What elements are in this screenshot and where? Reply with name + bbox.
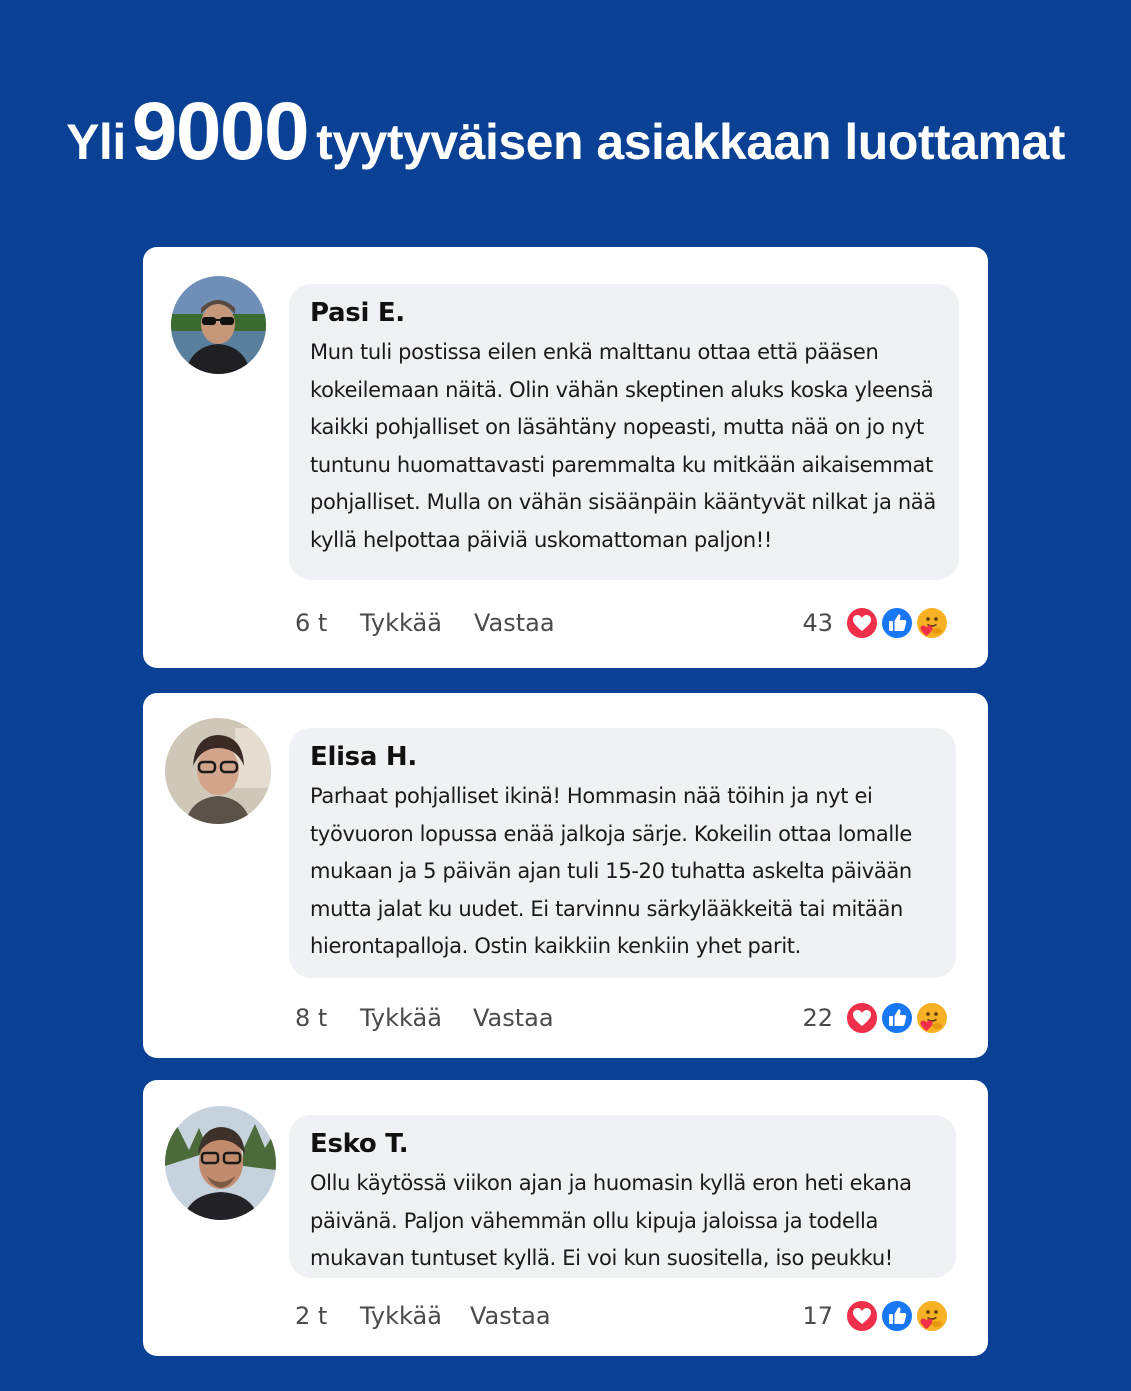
headline-number: 9000 [131, 86, 309, 177]
comment-text: Parhaat pohjalliset ikinä! Hommasin nää töihin ja nyt ei työvuoron lopussa enää jalkoja särje. Kokeilin ottaa lomalle mukaan ja 5 päivän ajan tuli 15-20 tuhatta askelta päivään mutta jalat ku uudet. Ei tarvinnu särkylääkkeitä tai mitään hierontapalloja. Ostin kaikkiin kenkiin yhet parit. [310, 784, 912, 959]
reactions[interactable] [845, 1001, 953, 1037]
reaction-count[interactable]: 22 [802, 1004, 833, 1032]
avatar[interactable] [171, 276, 266, 374]
comment-actions [295, 1296, 953, 1336]
comment-actions [295, 603, 953, 643]
reaction-count[interactable]: 17 [802, 1302, 833, 1330]
avatar[interactable] [165, 1106, 276, 1220]
reply-button[interactable]: Vastaa [470, 1302, 551, 1330]
comment-text: Mun tuli postissa eilen enkä malttanu ottaa että pääsen kokeilemaan näitä. Olin vähän skeptinen aluks koska yleensä kaikki pohjalliset on läsähtäny nopeasti, mutta nää on jo nyt tuntunu huomattavasti paremmalta ku mitkään aikaisemmat pohjalliset. Mulla on vähän sisäänpäin kääntyvät nilkat ja nää kyllä helpottaa päiviä uskomattoman paljon!! [310, 340, 936, 552]
comment-time[interactable]: 6 t [295, 609, 328, 637]
like-button[interactable]: Tykkää [360, 1004, 442, 1032]
comment-bubble [289, 284, 959, 580]
like-icon [880, 606, 914, 640]
avatar-photo-icon [165, 1106, 276, 1220]
comment-text: Ollu käytössä viikon ajan ja huomasin kyllä eron heti ekana päivänä. Paljon vähemmän ollu kipuja jaloissa ja todella mukavan tuntuset kyllä. Ei voi kun suositella, iso peukku! [310, 1171, 912, 1271]
love-icon [845, 1299, 879, 1333]
like-icon [880, 1299, 914, 1333]
comment-author[interactable]: Pasi E. [310, 298, 405, 328]
comment-bubble [289, 1115, 956, 1278]
reply-button[interactable]: Vastaa [474, 609, 555, 637]
comment-card [143, 247, 988, 668]
comment-author[interactable]: Esko T. [310, 1129, 409, 1159]
care-icon [915, 1001, 949, 1035]
page-headline [0, 84, 1131, 190]
reply-button[interactable]: Vastaa [473, 1004, 554, 1032]
like-button[interactable]: Tykkää [360, 1302, 442, 1330]
reactions[interactable] [845, 1299, 953, 1335]
avatar[interactable] [165, 718, 271, 824]
like-button[interactable]: Tykkää [360, 609, 442, 637]
headline-suffix: tyytyväisen asiakkaan luottamat [316, 114, 1065, 170]
comment-card [143, 1080, 988, 1356]
like-icon [880, 1001, 914, 1035]
avatar-photo-icon [165, 718, 271, 824]
care-icon [915, 606, 949, 640]
comment-bubble [289, 728, 956, 978]
care-icon [915, 1299, 949, 1333]
love-icon [845, 1001, 879, 1035]
comment-card [143, 693, 988, 1058]
love-icon [845, 606, 879, 640]
comment-time[interactable]: 8 t [295, 1004, 328, 1032]
avatar-photo-icon [171, 276, 266, 374]
reaction-count[interactable]: 43 [802, 609, 833, 637]
headline-prefix: Yli [66, 114, 126, 170]
reactions[interactable] [845, 606, 953, 642]
comment-actions [295, 998, 953, 1038]
comment-author[interactable]: Elisa H. [310, 742, 417, 772]
comment-time[interactable]: 2 t [295, 1302, 328, 1330]
